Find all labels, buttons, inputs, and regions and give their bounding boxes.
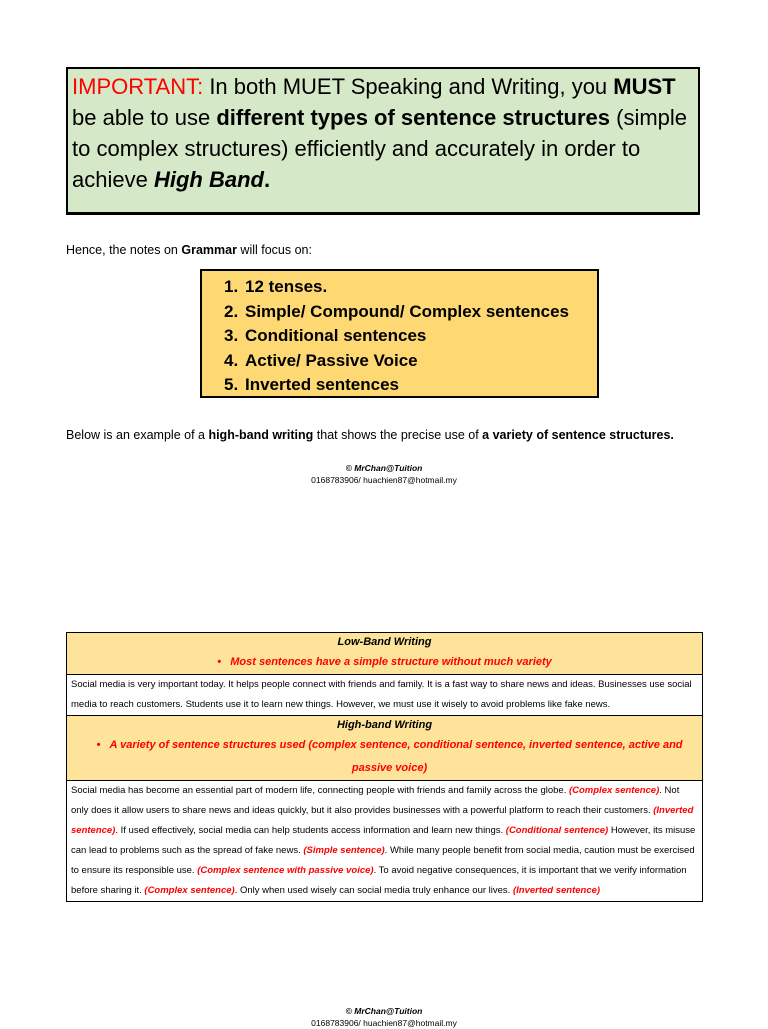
focus-item xyxy=(224,324,597,349)
structures-emphasis: different types of sentence structures xyxy=(216,105,611,130)
important-text-3: (simple to complex structures) efficiently and accurately in order to achieve xyxy=(72,105,688,192)
hb-sentence: . Not only does it allow users to share news and ideas quickly, but it also provides businesses with a powerful platform to reach their customers. xyxy=(71,785,680,816)
sentence-type-tag: (Inverted sentence) xyxy=(512,885,601,896)
bullet-icon: • xyxy=(217,656,231,668)
intro-text-1: Below is an example of a xyxy=(66,428,209,442)
hb-sentence: Social media has become an essential part of modern life, connecting people with friends and family across the globe. xyxy=(71,785,569,796)
grammar-focus-list xyxy=(200,269,599,398)
footer-contact: 0168783906/ huachien87@hotmail.my xyxy=(311,1018,457,1028)
footer-contact: 0168783906/ huachien87@hotmail.my xyxy=(311,475,457,485)
focus-item-number: 5. xyxy=(224,375,239,394)
hence-line xyxy=(66,243,312,257)
focus-item-text: Inverted sentences xyxy=(245,375,400,394)
important-label: IMPORTANT: xyxy=(72,74,204,99)
variety-emphasis: a variety of sentence structures. xyxy=(482,428,674,442)
high-band-text-row xyxy=(67,781,703,902)
important-callout xyxy=(66,67,700,215)
focus-item-number: 3. xyxy=(224,326,239,345)
bullet-icon: • xyxy=(96,739,110,751)
low-band-header xyxy=(67,633,703,675)
hb-sentence: However, its misuse can lead to problems such as the spread of fake news. xyxy=(71,825,696,856)
footer-copyright: © MrChan@Tuition xyxy=(345,1006,423,1016)
low-band-text: Social media is very important today. It helps people connect with friends and family. It is a fast way to share news and ideas. Businesses use social media to reach customers. Students use it to learn new things. However, we must use it wisely to avoid problems like fake news. xyxy=(67,675,703,716)
intro-text-2: that shows the precise use of xyxy=(313,428,483,442)
high-band-bullet xyxy=(71,734,698,780)
focus-item xyxy=(224,349,597,374)
footer-copyright: © MrChan@Tuition xyxy=(345,463,423,473)
focus-item-text: Conditional sentences xyxy=(245,326,427,345)
high-band-writing-emphasis: high-band writing xyxy=(208,428,314,442)
must-emphasis: MUST xyxy=(613,74,676,99)
sentence-type-tag: (Complex sentence) xyxy=(568,785,660,796)
sentence-type-tag: (Inverted sentence) xyxy=(71,805,694,836)
important-text-1: In both MUET Speaking and Writing, you xyxy=(203,74,614,99)
focus-item xyxy=(224,300,597,325)
sentence-type-tag: (Complex sentence) xyxy=(144,885,235,896)
example-intro xyxy=(66,428,674,442)
hb-sentence: . If used effectively, social media can help students access information and learn new things. xyxy=(115,825,506,836)
focus-item xyxy=(224,373,597,398)
sentence-type-tag: (Simple sentence) xyxy=(303,845,385,856)
high-band-bullet-text: A variety of sentence structures used (complex sentence, conditional sentence, inverted sentence, active and passive voice) xyxy=(109,739,683,774)
focus-item xyxy=(224,275,597,300)
high-band-title: High-band Writing xyxy=(336,719,433,731)
focus-item-number: 4. xyxy=(224,350,239,370)
focus-item-text: Simple/ Compound/ Complex sentences xyxy=(245,301,570,321)
high-band-header-row xyxy=(67,716,703,781)
hb-sentence: . While many people benefit from social media, caution must be exercised to ensure its responsible use. xyxy=(71,845,695,876)
page-footer xyxy=(0,462,768,486)
important-period: . xyxy=(263,167,271,192)
important-text-2: be able to use xyxy=(72,105,217,130)
hence-text-1: Hence, the notes on xyxy=(66,243,182,257)
low-band-bullet xyxy=(71,651,698,674)
hb-sentence: . Only when used wisely can social media truly enhance our lives. xyxy=(234,885,513,896)
hb-sentence: . To avoid negative consequences, it is important that we verify information before sharing it. xyxy=(71,865,687,896)
hence-text-2: will focus on: xyxy=(236,243,312,257)
writing-comparison-table xyxy=(66,632,703,902)
low-band-title: Low-Band Writing xyxy=(337,636,432,648)
high-band-emphasis: High Band xyxy=(153,167,264,192)
focus-item-number: 1. xyxy=(224,277,239,296)
low-band-bullet-text: Most sentences have a simple structure without much variety xyxy=(230,656,552,668)
focus-item-text: 12 tenses. xyxy=(245,277,328,296)
page-footer-bottom xyxy=(0,1005,768,1029)
focus-item-number: 2. xyxy=(224,301,239,321)
low-band-text-row xyxy=(67,675,703,716)
focus-item-text: Active/ Passive Voice xyxy=(245,350,418,370)
low-band-header-row xyxy=(67,633,703,675)
high-band-header xyxy=(67,716,703,781)
sentence-type-tag: (Conditional sentence) xyxy=(505,825,609,836)
high-band-text xyxy=(67,781,703,902)
sentence-type-tag: (Complex sentence with passive voice) xyxy=(197,865,374,876)
grammar-emphasis: Grammar xyxy=(181,243,237,257)
